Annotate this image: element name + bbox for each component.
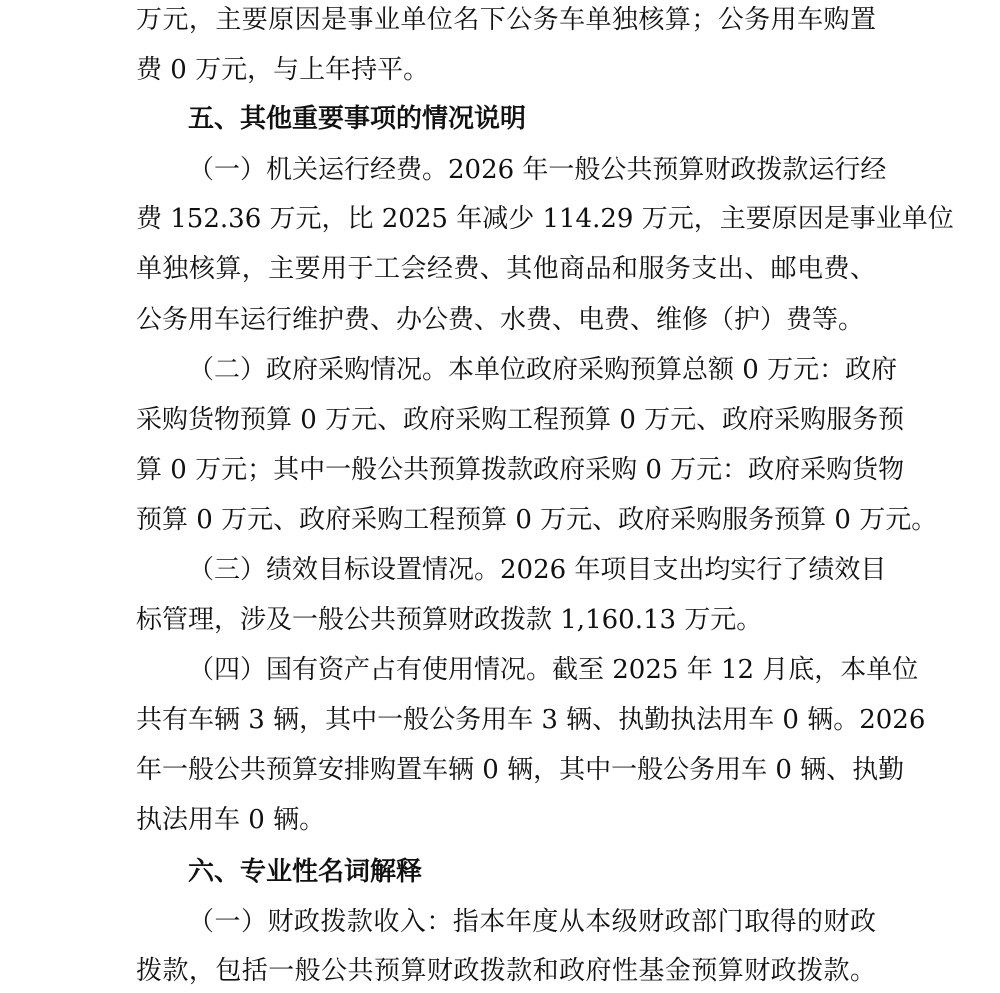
- section-heading-5: 五、其他重要事项的情况说明: [188, 104, 527, 134]
- paragraph-line: 费 0 万元，与上年持平。: [136, 55, 430, 85]
- paragraph-line: （一）财政拨款收入：指本年度从本级财政部门取得的财政: [188, 907, 876, 937]
- section-heading-6: 六、专业性名词解释: [188, 857, 423, 887]
- paragraph-line: 年一般公共预算安排购置车辆 0 辆，其中一般公务用车 0 辆、执勤: [136, 755, 905, 785]
- paragraph-line: 费 152.36 万元，比 2025 年减少 114.29 万元，主要原因是事业单位: [136, 204, 954, 234]
- paragraph-line: 预算 0 万元、政府采购工程预算 0 万元、政府采购服务预算 0 万元。: [136, 505, 938, 535]
- paragraph-line: 共有车辆 3 辆，其中一般公务用车 3 辆、执勤执法用车 0 辆。2026: [136, 705, 926, 735]
- paragraph-line: 公务用车运行维护费、办公费、水费、电费、维修（护）费等。: [136, 305, 865, 335]
- paragraph-line: （二）政府采购情况。本单位政府采购预算总额 0 万元：政府: [188, 355, 898, 385]
- paragraph-line: （三）绩效目标设置情况。2026 年项目支出均实行了绩效目: [188, 555, 887, 585]
- paragraph-line: 拨款，包括一般公共预算财政拨款和政府性基金预算财政拨款。: [136, 956, 876, 986]
- paragraph-line: 采购货物预算 0 万元、政府采购工程预算 0 万元、政府采购服务预: [136, 405, 905, 435]
- paragraph-line: 算 0 万元；其中一般公共预算拨款政府采购 0 万元：政府采购货物: [136, 455, 905, 485]
- paragraph-line: 标管理，涉及一般公共预算财政拨款 1,160.13 万元。: [136, 605, 763, 635]
- paragraph-line: 单独核算，主要用于工会经费、其他商品和服务支出、邮电费、: [136, 254, 876, 284]
- paragraph-line: 万元，主要原因是事业单位名下公务车单独核算；公务用车购置: [136, 5, 876, 35]
- paragraph-line: 执法用车 0 辆。: [136, 805, 326, 835]
- paragraph-line: （四）国有资产占有使用情况。截至 2025 年 12 月底，本单位: [188, 655, 919, 685]
- paragraph-line: （一）机关运行经费。2026 年一般公共预算财政拨款运行经: [188, 155, 887, 185]
